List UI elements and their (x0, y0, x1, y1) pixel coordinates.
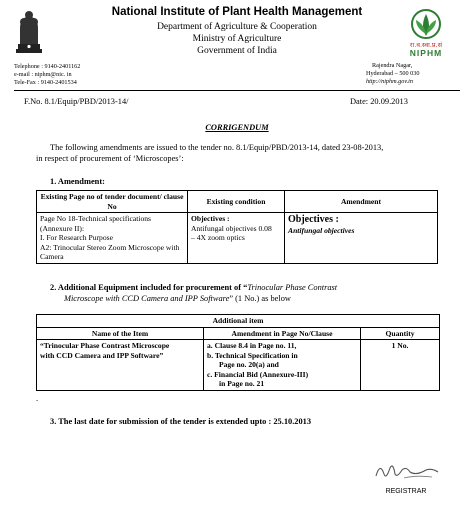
cell-line: Page No 18-Technical specifications (40, 214, 152, 223)
cell-line: (Annexure II): (40, 223, 85, 233)
section-1-heading: 1. Amendment: (50, 177, 105, 186)
cell-line: with CCD Camera and IPP Software” (40, 350, 164, 360)
table-row (37, 340, 440, 391)
column-header: Existing condition (188, 191, 285, 213)
stray-dot: . (36, 394, 39, 403)
section-2-item-italic-2: Microscope with CCD Camera and IPP Software (64, 294, 230, 303)
cell-line: “Trinocular Phase Contrast Microscope (40, 341, 170, 350)
logo-text: NIPHM (409, 48, 443, 58)
intro-line-1: The following amendments are issued to the tender no. 8.1/Equip/PBD/2013-14, dated 23-08-2013, (50, 143, 384, 152)
telephone: Telephone : 9140-2401162 (14, 63, 81, 70)
email: e-mail : niphm@nic. in (14, 71, 72, 78)
existing-condition-cell (188, 213, 285, 264)
column-header: Amendment (285, 191, 438, 213)
table-header-row (37, 327, 440, 340)
telefax: Tele-Fax : 9140-2401534 (14, 79, 77, 86)
table-caption-row (37, 315, 440, 328)
cell-line: Antifungal objectives (288, 226, 355, 235)
section-3-text: 3. The last date for submission of the tender is extended upto : 25.10.2013 (50, 417, 312, 426)
cell-line: a. Clause 8.4 in Page no. 11, (207, 341, 297, 350)
additional-item-table (36, 314, 440, 391)
cell-line: in Page no. 21 (219, 379, 265, 388)
signatory-title: REGISTRAR (385, 488, 427, 495)
department-name: Department of Agriculture & Cooperation (157, 22, 317, 32)
cell-line: Antifungal objectives 0.08 (191, 223, 272, 233)
cell-line: Objectives : (191, 214, 230, 223)
institute-name: National Institute of Plant Health Management (111, 6, 363, 18)
cell-line: Page no. 20(a) and (219, 360, 279, 369)
header-divider (14, 90, 460, 91)
column-header: Amendment in Page No/Clause (204, 327, 361, 340)
table-header-row (37, 191, 438, 213)
section-2-text-end: ” (1 No.) as below (229, 294, 291, 303)
cell-line: Objectives : (288, 214, 339, 225)
column-header: Name of the Item (37, 327, 204, 340)
signature-image (366, 458, 446, 484)
cell-line: Camera (40, 252, 64, 261)
cell-line: A2: Trinocular Stereo Zoom Microscope with (40, 242, 180, 252)
table-caption: Additional item (37, 315, 440, 328)
section-2-text-start: 2. Additional Equipment included for procurement of “ (50, 283, 248, 292)
cell-line: c. Financial Bid (Annexure-III) (207, 369, 309, 379)
website: http://niphm.gov.in (366, 78, 413, 85)
file-number: F.No. 8.1/Equip/PBD/2013-14/ (24, 97, 129, 106)
amendment-clause-cell (204, 340, 361, 391)
amendment-cell (285, 213, 438, 264)
logo-hindi-text: रा.व.स्वा.प्र.सं (409, 41, 443, 49)
section-2-item-italic: Trinocular Phase Contrast (247, 283, 338, 292)
intro-line-2: in respect of procurement of ‘Microscopes’: (36, 154, 184, 163)
amendment-table (36, 190, 438, 264)
table-row (37, 213, 438, 264)
item-name-cell (37, 340, 204, 391)
cell-line: b. Technical Specification in (207, 350, 298, 360)
address-line-1: Rajendra Nagar, (372, 62, 413, 69)
quantity-cell: 1 No. (361, 340, 440, 391)
document-title: CORRIGENDUM (205, 123, 269, 132)
cell-line: – 4X zoom optics (191, 233, 245, 242)
ministry-name: Ministry of Agriculture (192, 34, 282, 44)
government-name: Government of India (197, 46, 277, 56)
column-header: Quantity (361, 327, 440, 340)
document-date: Date: 20.09.2013 (350, 97, 408, 106)
existing-page-cell (37, 213, 188, 264)
cell-line: I. For Research Purpose (40, 233, 113, 242)
address-line-2: Hyderabad – 500 030 (366, 70, 420, 77)
column-header: Existing Page no of tender document/ clause No (37, 191, 188, 213)
